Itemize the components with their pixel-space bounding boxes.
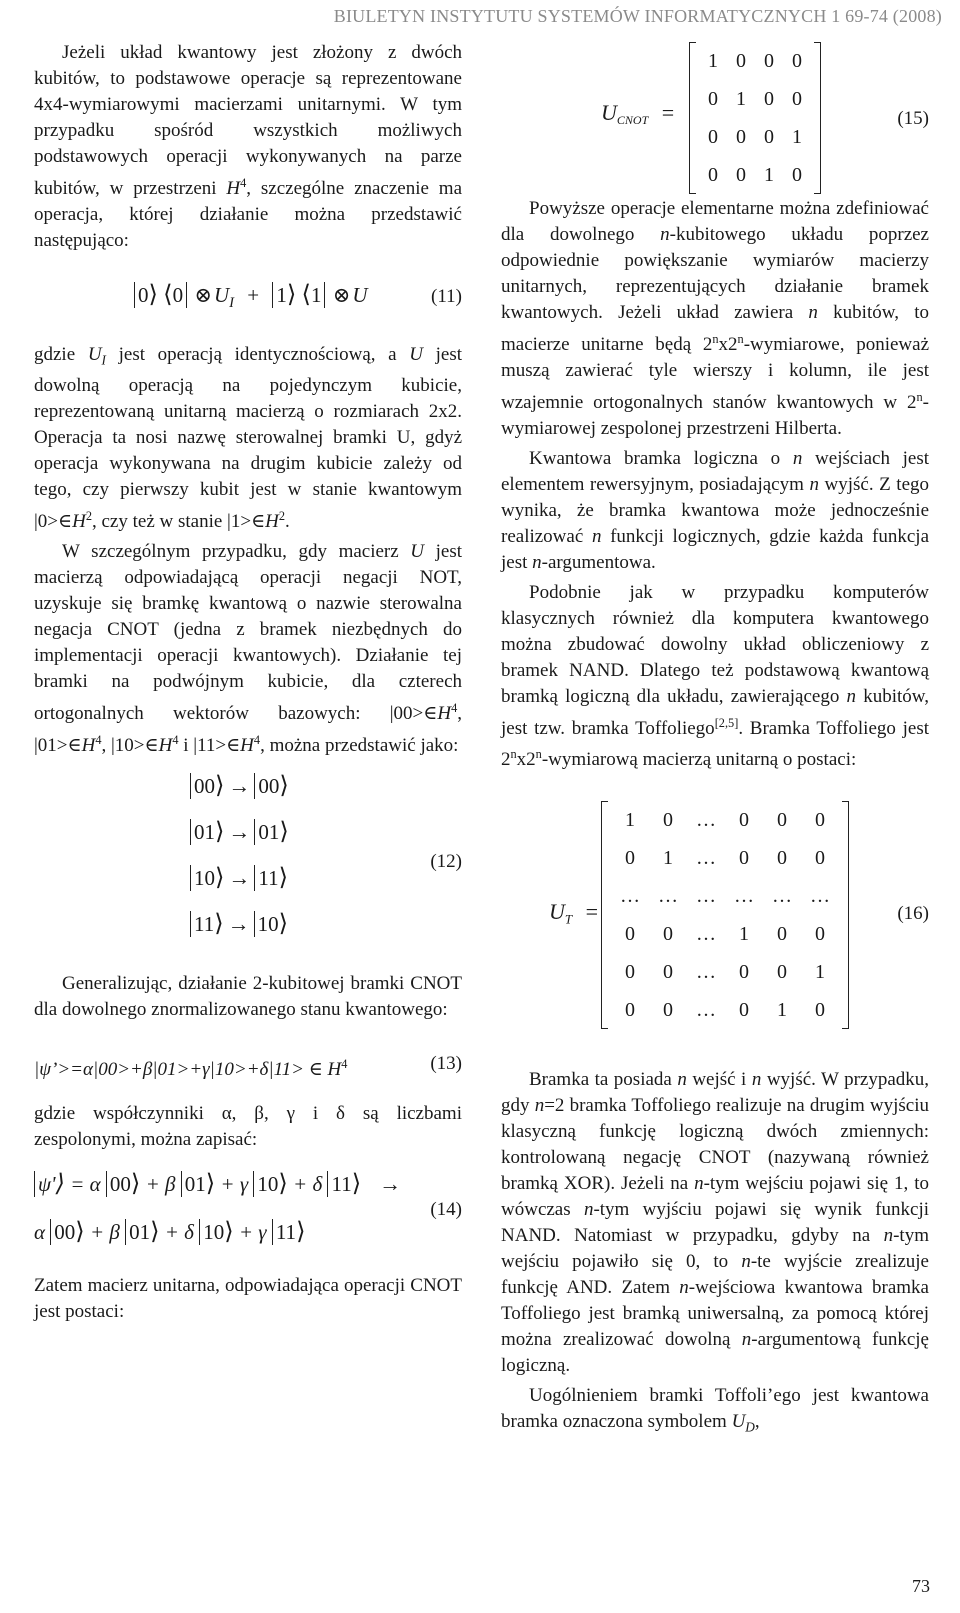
mapping-row	[190, 865, 289, 911]
paragraph: W szczególnym przypadku, gdy macierz U jest macierzą odpowiadającą operacji negacji NOT, uzyskuje się bramkę kwantową o nazwie sterowalna negacja CNOT (jedna z bramek niezbędnych do implementacji operacji kwantowych). Działanie tej bramki na podwójnym kubicie, dla czterech ortogonalnych wektorów bazowych: $|00>\in H^4$, $|01>\in H^4$, $|10>\in H^4$ i $|11>\in H^4$, można przedstawić jako:	[34, 541, 463, 756]
matrix-cell: 0	[625, 847, 635, 870]
equation-13: |ψ’>=α|00>+β|01>+γ|10>+δ|11> ∈ $H^4$ (13)	[34, 1052, 462, 1080]
matrix-cell: 0	[764, 88, 774, 110]
ket-in: 00 ⟩	[190, 773, 224, 799]
coefficient: + γ	[233, 1219, 272, 1244]
ket: 01 ⟩	[125, 1219, 159, 1245]
mapping-row	[190, 911, 289, 957]
ket: 00 ⟩	[50, 1219, 84, 1245]
matrix-cell: 0	[625, 961, 635, 984]
matrix-cell: 0	[736, 164, 746, 186]
arrow-icon: →	[228, 772, 251, 798]
matrix-cell: 0	[663, 999, 673, 1022]
paragraph: gdzie $U_I$ jest operacją identycznościową, a U jest dowolną operacją na pojedynczym kubicie, reprezentowaną unitarną macierzą o rozmiarach 2x2. Operacja ta nosi nazwę sterowalnej bramki U, gdyż operacja wykonywana na drugim kubicie zależy od tego, czy pierwszy kubit jest w stanie kwantowym $|0>\in H^2$, czy też w stanie $|1>\in H^2$.	[34, 343, 463, 533]
right-column	[501, 42, 929, 1441]
ket: 01 ⟩	[181, 1171, 215, 1197]
arrow-icon: →	[228, 818, 251, 844]
matrix-cell: 0	[625, 999, 635, 1022]
coefficient: = α	[64, 1171, 106, 1196]
ket: 10 ⟩	[253, 1171, 287, 1197]
matrix-row	[699, 156, 811, 194]
left-column	[34, 40, 462, 1325]
equation-number: (16)	[897, 903, 929, 925]
equation-12	[34, 773, 462, 959]
equation-number: (11)	[431, 285, 462, 307]
matrix-cell: …	[696, 809, 716, 832]
matrix-cell: 0	[815, 809, 825, 832]
matrix-cell: 0	[792, 164, 802, 186]
matrix-cell: …	[696, 923, 716, 946]
paragraph: Kwantowa bramka logiczna o n wejściach jest elementem rewersyjnym, posiadającym n wyjść. Z tego wynika, że bramka kwantowa może jednocześnie realizować n funkcji logicznych, gdzie każda funkcja jest n-argumentowa.	[501, 447, 930, 573]
paragraph: Generalizując, działanie 2-kubitowej bramki CNOT dla dowolnego znormalizowanego stanu kwantowego:	[34, 972, 462, 1020]
coefficient: α	[34, 1219, 51, 1244]
matrix-cell: 0	[777, 809, 787, 832]
equation-number: (13)	[430, 1052, 462, 1074]
matrix-row	[611, 991, 839, 1029]
cnot-matrix	[689, 42, 821, 194]
matrix-cell: …	[620, 885, 640, 908]
matrix-cell: …	[658, 885, 678, 908]
matrix-cell: …	[772, 885, 792, 908]
toffoli-matrix	[601, 801, 849, 1029]
ket: 11 ⟩	[272, 1219, 306, 1245]
equation-number: (14)	[430, 1198, 462, 1220]
matrix-row	[699, 42, 811, 80]
paragraph: Zatem macierz unitarna, odpowiadająca operacji CNOT jest postaci:	[34, 1274, 462, 1322]
ket-out: 00 ⟩	[254, 773, 288, 799]
matrix-cell: 0	[777, 923, 787, 946]
coefficient: + δ	[287, 1171, 328, 1196]
paragraph: Podobnie jak w przypadku komputerów klasycznych również dla komputera kwantowego można zbudować dowolny układ obliczeniowy z bramek NAND. Dlatego też podstawową kwantową bramką logiczną dla układu, zawierającego n kubitów, jest tzw. bramka Toffoliego[2,5]. Bramka Toffoliego jest 2$^n$x2$^n$-wymiarową macierzą unitarną o postaci:	[501, 581, 930, 771]
matrix-cell: 1	[663, 847, 673, 870]
ket-psi: ψ' ⟩	[34, 1171, 65, 1197]
matrix-cell: …	[696, 999, 716, 1022]
arrow-icon: →	[379, 1170, 402, 1196]
matrix-cell: 0	[663, 809, 673, 832]
paragraph: Uogólnieniem bramki Toffoli’ego jest kwantowa bramka oznaczona symbolem $U_D$,	[501, 1385, 929, 1435]
matrix-row	[611, 915, 839, 953]
matrix-cell: …	[696, 961, 716, 984]
matrix-cell: 1	[625, 809, 635, 832]
matrix-cell: 0	[708, 88, 718, 110]
mapping-row	[190, 773, 289, 819]
equation-number: (12)	[430, 850, 462, 872]
paragraph: Bramka ta posiada n wejść i n wyjść. W przypadku, gdy n=2 bramka Toffoliego realizuje na drugim wyjściu klasyczną funkcję logiczną dwóch zmiennych: kontrolowaną negację CNOT (nazywaną również bramką XOR). Jeżeli na n-tym wejściu pojawi się 1, to wówczas n-tym wyjściu pojawi się wynik funkcji NAND. Natomiast w przypadku, gdyby na n-tym wejściu pojawiło się 0, to n-te wyjście zrealizuje funkcję AND. Zatem n-wejściowa kwantowa bramka Toffoliego jest bramką uniwersalną, za pomocą której można zrealizować dowolną n-argumentową funkcję logiczną.	[501, 1069, 930, 1377]
equation-number: (15)	[897, 108, 929, 129]
page-number: 73	[912, 1576, 930, 1596]
matrix-row	[611, 877, 839, 915]
matrix-cell: 0	[764, 126, 774, 148]
equation-15: $U_{CNOT}$ = 1 0 0 0 0 1 0 0 0 0 0 1 0 0 1 0 (15)	[501, 42, 929, 192]
ket: 11 ⟩	[327, 1171, 361, 1197]
matrix-cell: …	[696, 885, 716, 908]
matrix-cell: 0	[625, 923, 635, 946]
ket: 00 ⟩	[106, 1171, 140, 1197]
ket-out: 10 ⟩	[254, 911, 288, 937]
matrix-cell: 0	[736, 50, 746, 72]
equation-14	[34, 1167, 462, 1267]
paragraph: gdzie współczynniki α, β, γ i δ są liczbami zespolonymi, można zapisać:	[34, 1102, 462, 1150]
matrix-cell: 0	[663, 961, 673, 984]
coefficient: + γ	[215, 1171, 254, 1196]
matrix-cell: 1	[739, 923, 749, 946]
coefficient: + β	[140, 1171, 181, 1196]
matrix-cell: 0	[736, 126, 746, 148]
paragraph: Jeżeli układ kwantowy jest złożony z dwóch kubitów, to podstawowe operacje są reprezentowane 4x4-wymiarowymi macierzami unitarnymi. W tym przypadku spośród wszystkich możliwych podstawowych operacji wykonywanych na parze kubitów, w przestrzeni $H^4$, szczególne znaczenie ma operacja, której działanie można przedstawić następująco:	[34, 42, 462, 251]
matrix-row	[611, 839, 839, 877]
equation-16: $U_T$ = 1 0 … 0 0 0 0 1 … 0 0 0 … … … … … … 0 0 … 1 0 0 0 0 … 0 0 1 0 0 … 0 1 0 (16)	[501, 801, 929, 1037]
ket-out: 11 ⟩	[254, 865, 288, 891]
matrix-cell: 0	[815, 999, 825, 1022]
ket-in: 10 ⟩	[190, 865, 224, 891]
matrix-cell: 0	[708, 126, 718, 148]
paragraph: Powyższe operacje elementarne można zdefiniować dla dowolnego n-kubitowego układu poprzez odpowiednie powiększanie wymiarów macierzy unitarnych, reprezentujących działanie bramek kwantowych. Jeżeli układ zawiera n kubitów, to macierze unitarne będą 2$^n$x2$^n$-wymiarowe, ponieważ muszą zawierać tyle wierszy i kolumn, ile jest wzajemnie ortogonalnych stanów kwantowych w 2$^n$-wymiarowej zespolonej przestrzeni Hilberta.	[501, 198, 930, 439]
matrix-cell: 0	[792, 88, 802, 110]
matrix-cell: 0	[815, 923, 825, 946]
matrix-cell: 0	[764, 50, 774, 72]
matrix-cell: 0	[739, 809, 749, 832]
journal-header: BIULETYN INSTYTUTU SYSTEMÓW INFORMATYCZNYCH 1 69-74 (2008)	[333, 6, 942, 26]
arrow-icon: →	[228, 864, 251, 890]
matrix-cell: 0	[777, 961, 787, 984]
matrix-cell: 0	[815, 847, 825, 870]
matrix-row	[699, 80, 811, 118]
matrix-cell: 1	[708, 50, 718, 72]
matrix-cell: …	[810, 885, 830, 908]
ket-in: 01 ⟩	[190, 819, 224, 845]
coefficient: + β	[84, 1219, 126, 1244]
matrix-cell: 1	[736, 88, 746, 110]
matrix-row	[611, 801, 839, 839]
mapping-row	[190, 819, 289, 865]
matrix-cell: 0	[739, 847, 749, 870]
matrix-cell: 0	[739, 999, 749, 1022]
equation-11: 0 ⟩ ⟨ 0 $\otimes U_I + 1$ ⟩ ⟨ 1 ⊗U (11)	[34, 266, 462, 332]
ket: 10 ⟩	[199, 1219, 233, 1245]
matrix-cell: …	[696, 847, 716, 870]
matrix-cell: 1	[815, 961, 825, 984]
matrix-cell: 1	[777, 999, 787, 1022]
arrow-icon: →	[227, 910, 250, 936]
matrix-cell: 0	[663, 923, 673, 946]
coefficient: + δ	[159, 1219, 200, 1244]
matrix-row	[699, 118, 811, 156]
matrix-cell: 0	[777, 847, 787, 870]
matrix-cell: 1	[792, 126, 802, 148]
matrix-cell: 0	[708, 164, 718, 186]
ket-in: 11 ⟩	[190, 911, 224, 937]
matrix-cell: …	[734, 885, 754, 908]
ket-out: 01 ⟩	[254, 819, 288, 845]
matrix-cell: 1	[764, 164, 774, 186]
matrix-cell: 0	[739, 961, 749, 984]
matrix-row	[611, 953, 839, 991]
matrix-cell: 0	[792, 50, 802, 72]
